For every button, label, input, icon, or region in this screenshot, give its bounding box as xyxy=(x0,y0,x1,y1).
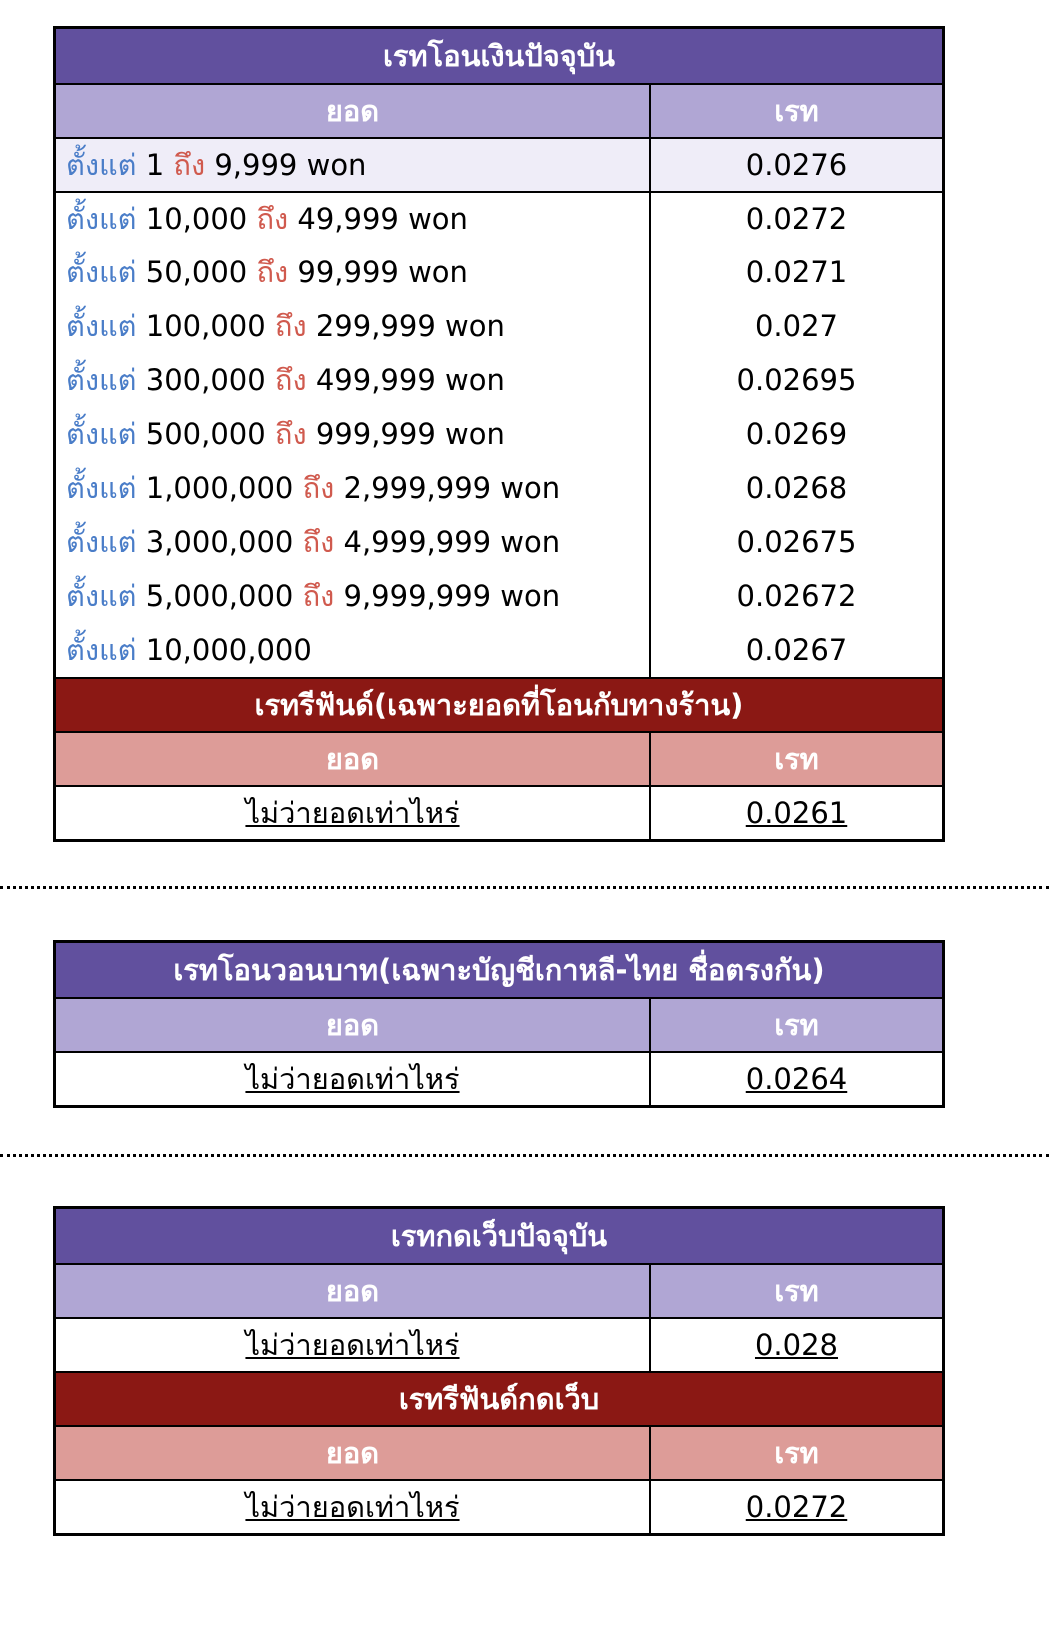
amount-range-cell xyxy=(56,353,651,407)
range-to-word: ถึง xyxy=(173,148,206,182)
range-to-word: ถึง xyxy=(302,471,335,505)
won-baht-title-row xyxy=(56,943,942,997)
range-to: 4,999,999 won xyxy=(343,525,561,559)
amount-range-cell xyxy=(56,623,651,677)
table-row xyxy=(56,1317,942,1371)
range-from: 5,000,000 xyxy=(145,579,294,613)
amount-range-cell xyxy=(56,193,651,245)
range-to: 299,999 won xyxy=(315,309,505,343)
range-prefix: ตั้งแต่ xyxy=(66,363,137,397)
range-prefix: ตั้งแต่ xyxy=(66,255,137,289)
rate-cell: 0.0271 xyxy=(745,255,848,289)
range-to: 499,999 won xyxy=(315,363,505,397)
transfer-rate-header-row xyxy=(56,83,942,137)
amount-range-cell xyxy=(56,245,651,299)
transfer-rate-title-row xyxy=(56,29,942,83)
amount-range-cell xyxy=(56,515,651,569)
any-amount-cell: ไม่ว่ายอดเท่าไหร่ xyxy=(56,1319,651,1371)
amount-column-header: ยอด xyxy=(56,999,651,1051)
web-refund-title-row xyxy=(56,1371,942,1425)
range-prefix: ตั้งแต่ xyxy=(66,579,137,613)
range-to-word: ถึง xyxy=(302,525,335,559)
range-from: 300,000 xyxy=(145,363,266,397)
web-rate-header-row xyxy=(56,1263,942,1317)
transfer-rate-title: เรทโอนเงินปัจจุบัน xyxy=(383,39,615,73)
rate-cell: 0.02675 xyxy=(736,525,857,559)
table-row xyxy=(56,191,942,245)
range-from: 3,000,000 xyxy=(145,525,294,559)
range-to-word: ถึง xyxy=(256,255,289,289)
rate-cell: 0.0261 xyxy=(745,796,848,830)
rate-cell: 0.028 xyxy=(754,1328,839,1362)
range-from: 500,000 xyxy=(145,417,266,451)
any-amount-cell: ไม่ว่ายอดเท่าไหร่ xyxy=(56,1481,651,1533)
amount-range-cell xyxy=(56,299,651,353)
table-row xyxy=(56,515,942,569)
rate-cell: 0.0272 xyxy=(745,202,848,236)
range-to-word: ถึง xyxy=(274,363,307,397)
range-from: 100,000 xyxy=(145,309,266,343)
rate-column-header: เรท xyxy=(774,1436,819,1470)
range-from: 50,000 xyxy=(145,255,248,289)
table-row xyxy=(56,299,942,353)
rate-cell: 0.0267 xyxy=(745,633,848,667)
table-row xyxy=(56,785,942,839)
amount-range-cell xyxy=(56,139,651,191)
any-amount-cell: ไม่ว่ายอดเท่าไหร่ xyxy=(56,1053,651,1105)
refund-rate-title: เรทรีฟันด์(เฉพาะยอดที่โอนกับทางร้าน) xyxy=(254,688,744,722)
range-to: 49,999 won xyxy=(297,202,468,236)
range-prefix: ตั้งแต่ xyxy=(66,148,137,182)
range-to: 9,999,999 won xyxy=(343,579,561,613)
table-row xyxy=(56,569,942,623)
range-from: 1 xyxy=(145,148,165,182)
range-to-word: ถึง xyxy=(256,202,289,236)
table-row xyxy=(56,623,942,677)
rate-cell: 0.0272 xyxy=(745,1490,848,1524)
won-to-baht-rate-table xyxy=(53,940,945,1108)
table-body xyxy=(56,191,942,677)
rate-cell: 0.0269 xyxy=(745,417,848,451)
rate-cell: 0.0268 xyxy=(745,471,848,505)
range-to: 9,999 won xyxy=(214,148,367,182)
amount-range-cell xyxy=(56,461,651,515)
range-to: 999,999 won xyxy=(315,417,505,451)
range-from: 10,000,000 xyxy=(145,633,312,667)
range-to: 99,999 won xyxy=(297,255,468,289)
range-prefix: ตั้งแต่ xyxy=(66,309,137,343)
amount-range-cell xyxy=(56,407,651,461)
table-row xyxy=(56,461,942,515)
dotted-divider xyxy=(0,886,1049,889)
rate-column-header: เรท xyxy=(774,742,819,776)
rate-cell: 0.0264 xyxy=(745,1062,848,1096)
transfer-rate-table xyxy=(53,26,945,842)
range-prefix: ตั้งแต่ xyxy=(66,525,137,559)
web-rate-title-row xyxy=(56,1209,942,1263)
table-row xyxy=(56,353,942,407)
amount-column-header: ยอด xyxy=(56,85,651,137)
rate-column-header: เรท xyxy=(774,94,819,128)
won-baht-header-row xyxy=(56,997,942,1051)
range-prefix: ตั้งแต่ xyxy=(66,417,137,451)
range-prefix: ตั้งแต่ xyxy=(66,202,137,236)
rate-column-header: เรท xyxy=(774,1008,819,1042)
amount-column-header: ยอด xyxy=(56,1265,651,1317)
range-prefix: ตั้งแต่ xyxy=(66,471,137,505)
web-rate-title: เรทกดเว็บปัจจุบัน xyxy=(390,1219,608,1253)
range-to: 2,999,999 won xyxy=(343,471,561,505)
table-row xyxy=(56,1051,942,1105)
rate-cell: 0.02672 xyxy=(736,579,857,613)
table-row xyxy=(56,1479,942,1533)
table-row xyxy=(56,245,942,299)
range-to-word: ถึง xyxy=(302,579,335,613)
range-prefix: ตั้งแต่ xyxy=(66,633,137,667)
won-baht-title: เรทโอนวอนบาท(เฉพาะบัญชีเกาหลี-ไทย ชื่อตรงกัน) xyxy=(173,953,825,987)
amount-column-header: ยอด xyxy=(56,733,651,785)
range-to-word: ถึง xyxy=(274,417,307,451)
refund-title-row xyxy=(56,677,942,731)
amount-column-header: ยอด xyxy=(56,1427,651,1479)
web-refund-header-row xyxy=(56,1425,942,1479)
range-to-word: ถึง xyxy=(274,309,307,343)
web-rate-table xyxy=(53,1206,945,1536)
table-row xyxy=(56,137,942,191)
refund-header-row xyxy=(56,731,942,785)
rate-cell: 0.0276 xyxy=(745,148,848,182)
range-from: 10,000 xyxy=(145,202,248,236)
range-from: 1,000,000 xyxy=(145,471,294,505)
rate-cell: 0.027 xyxy=(754,309,839,343)
table-row xyxy=(56,407,942,461)
web-refund-title: เรทรีฟันด์กดเว็บ xyxy=(398,1382,600,1416)
rate-cell: 0.02695 xyxy=(736,363,857,397)
amount-range-cell xyxy=(56,569,651,623)
dotted-divider xyxy=(0,1154,1049,1157)
any-amount-cell: ไม่ว่ายอดเท่าไหร่ xyxy=(56,787,651,839)
rate-column-header: เรท xyxy=(774,1274,819,1308)
